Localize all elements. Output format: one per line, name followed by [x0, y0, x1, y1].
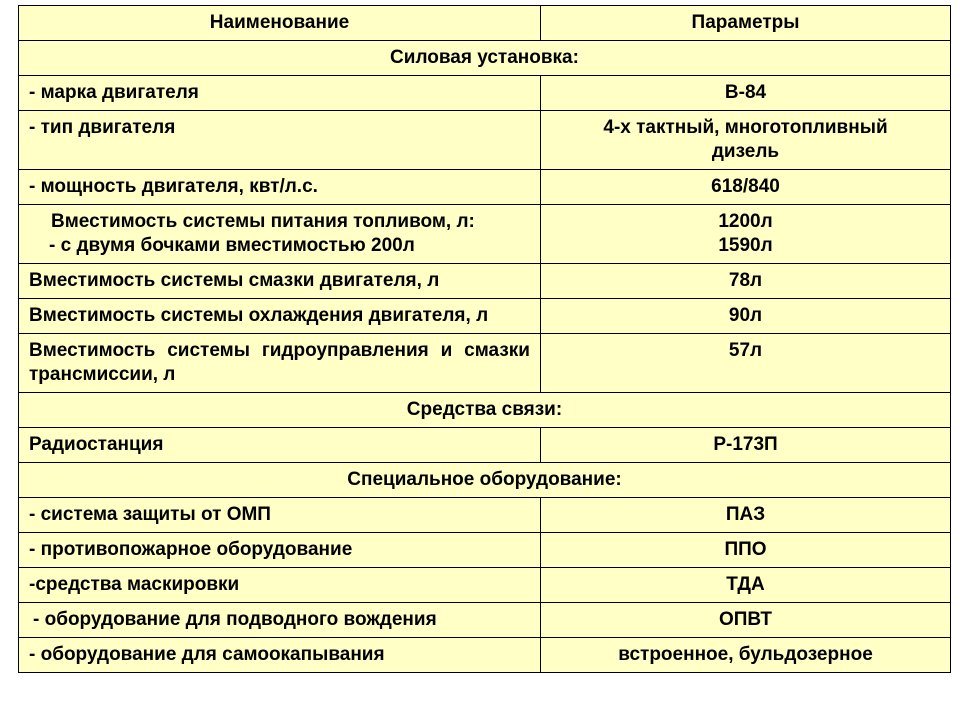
- row-param: ТДА: [541, 568, 951, 603]
- row-name: - система защиты от ОМП: [19, 498, 541, 533]
- row-param: ППО: [541, 533, 951, 568]
- row-name-sub: - с двумя бочками вместимостью 200л: [49, 235, 415, 256]
- table-row-underwater: [19, 603, 951, 638]
- row-name: Вместимость системы охлаждения двигателя, л: [19, 299, 541, 334]
- row-name: - мощность двигателя, квт/л.с.: [19, 170, 541, 205]
- row-param: ПАЗ: [541, 498, 951, 533]
- table-row-engine-brand: [19, 76, 951, 111]
- table-row-camo: [19, 568, 951, 603]
- row-name: Вместимость системы питания топливом, л:: [51, 211, 475, 232]
- row-param: ОПВТ: [541, 603, 951, 638]
- table-row-radio: [19, 428, 951, 463]
- section-special: Специальное оборудование:: [19, 463, 951, 498]
- row-param: 1200л: [718, 211, 773, 232]
- table-row-lube-capacity: [19, 264, 951, 299]
- table-row-engine-power: [19, 170, 951, 205]
- row-param: 618/840: [541, 170, 951, 205]
- row-param: 78л: [541, 264, 951, 299]
- table-row-fire: [19, 533, 951, 568]
- table-row-cooling-capacity: [19, 299, 951, 334]
- row-name: - оборудование для подводного вождения: [19, 603, 541, 638]
- row-name: Вместимость системы гидроуправления и смазки трансмиссии, л: [19, 334, 541, 393]
- row-param: 90л: [541, 299, 951, 334]
- row-name-group: [19, 205, 541, 264]
- row-param: Р-173П: [541, 428, 951, 463]
- row-param-group: [541, 205, 951, 264]
- row-name: - марка двигателя: [19, 76, 541, 111]
- section-row-special: [19, 463, 951, 498]
- row-name: - тип двигателя: [19, 111, 541, 170]
- table-row-hydro-capacity: [19, 334, 951, 393]
- row-param-sub: 1590л: [718, 235, 773, 256]
- row-name: - противопожарное оборудование: [19, 533, 541, 568]
- table-row-nbc: [19, 498, 951, 533]
- section-row-power: [19, 41, 951, 76]
- row-param: 4-х тактный, многотопливный дизель: [541, 111, 951, 170]
- header-params: Параметры: [541, 6, 951, 41]
- row-name: - оборудование для самоокапывания: [19, 638, 541, 673]
- table-row-engine-type: [19, 111, 951, 170]
- section-power: Силовая установка:: [19, 41, 951, 76]
- row-name: Радиостанция: [19, 428, 541, 463]
- header-row: [19, 6, 951, 41]
- table-row-selfdig: [19, 638, 951, 673]
- row-name: -средства маскировки: [19, 568, 541, 603]
- header-name: Наименование: [19, 6, 541, 41]
- section-row-comm: [19, 393, 951, 428]
- row-name: Вместимость системы смазки двигателя, л: [19, 264, 541, 299]
- section-comm: Средства связи:: [19, 393, 951, 428]
- row-param: 57л: [541, 334, 951, 393]
- specifications-table: [18, 5, 951, 673]
- row-param: встроенное, бульдозерное: [541, 638, 951, 673]
- row-param: В-84: [541, 76, 951, 111]
- table-row-fuel-capacity: [19, 205, 951, 264]
